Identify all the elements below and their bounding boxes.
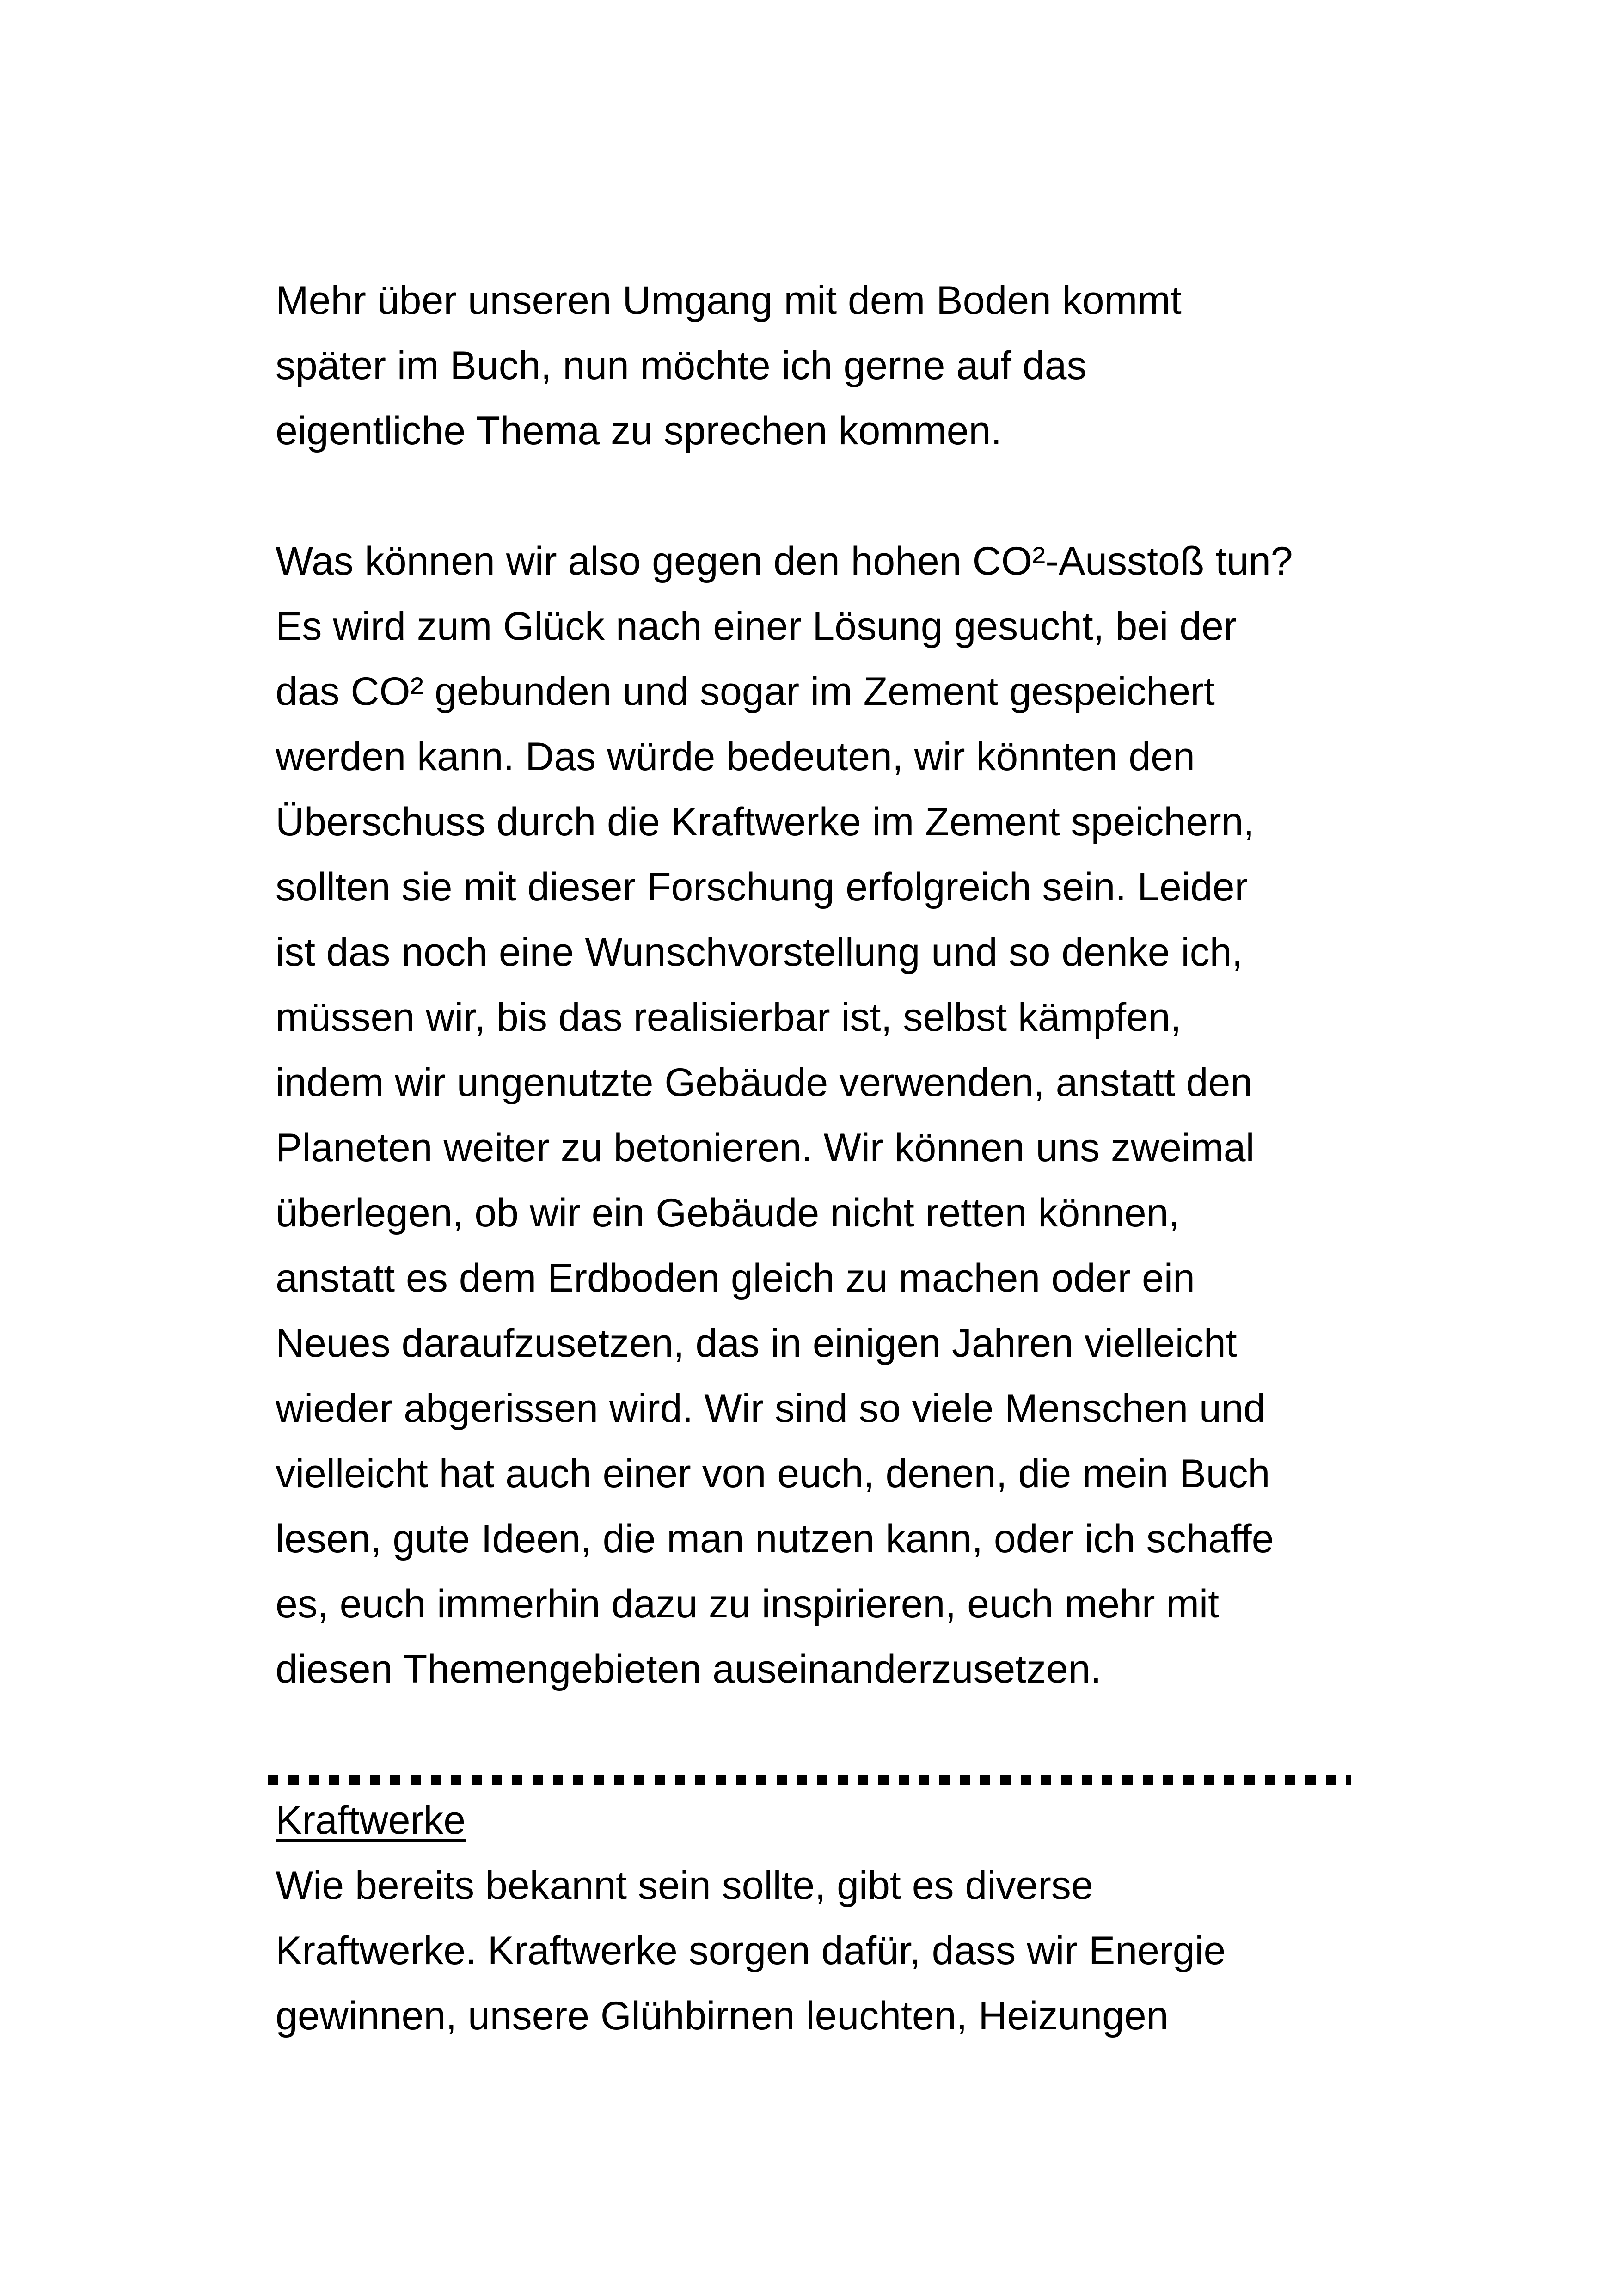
text-line: später im Buch, nun möchte ich gerne auf das <box>276 343 1087 388</box>
text-line: Kraftwerke. Kraftwerke sorgen dafür, dass wir Energie <box>276 1929 1226 1973</box>
text-line: lesen, gute Ideen, die man nutzen kann, oder ich schaffe <box>276 1517 1274 1561</box>
paragraph-2 <box>276 529 1367 1702</box>
text-line: anstatt es dem Erdboden gleich zu machen oder ein <box>276 1256 1195 1300</box>
text-line: werden kann. Das würde bedeuten, wir könnten den <box>276 735 1195 779</box>
text-line: Planeten weiter zu betonieren. Wir können uns zweimal <box>276 1126 1255 1170</box>
text-line: Überschuss durch die Kraftwerke im Zement speichern, <box>276 800 1255 844</box>
dotted-separator <box>268 1775 1351 1785</box>
text-line: wieder abgerissen wird. Wir sind so viele Menschen und <box>276 1386 1266 1431</box>
text-line: Mehr über unseren Umgang mit dem Boden kommt <box>276 278 1182 323</box>
paragraph-gap <box>276 464 1367 529</box>
text-line: indem wir ungenutzte Gebäude verwenden, anstatt den <box>276 1060 1253 1105</box>
text-line: Neues daraufzusetzen, das in einigen Jahren vielleicht <box>276 1321 1237 1365</box>
text-line: müssen wir, bis das realisierbar ist, selbst kämpfen, <box>276 995 1182 1040</box>
text-line: vielleicht hat auch einer von euch, denen, die mein Buch <box>276 1451 1270 1496</box>
paragraph-3 <box>276 1853 1367 2049</box>
text-line: überlegen, ob wir ein Gebäude nicht retten können, <box>276 1191 1180 1235</box>
section-heading: Kraftwerke <box>276 1798 466 1843</box>
text-line: das CO² gebunden und sogar im Zement gespeichert <box>276 669 1215 714</box>
text-line: sollten sie mit dieser Forschung erfolgreich sein. Leider <box>276 865 1248 909</box>
text-line: Es wird zum Glück nach einer Lösung gesucht, bei der <box>276 604 1237 649</box>
text-line: eigentliche Thema zu sprechen kommen. <box>276 409 1002 453</box>
text-line: ist das noch eine Wunschvorstellung und so denke ich, <box>276 930 1243 974</box>
text-line: Wie bereits bekannt sein sollte, gibt es diverse <box>276 1863 1093 1908</box>
body-text-lower <box>276 1853 1367 2049</box>
text-line: gewinnen, unsere Glühbirnen leuchten, Heizungen <box>276 1994 1169 2038</box>
text-line: Was können wir also gegen den hohen CO²-Ausstoß tun? <box>276 539 1293 583</box>
paragraph-1 <box>276 268 1367 464</box>
text-line: diesen Themengebieten auseinanderzusetzen. <box>276 1647 1102 1691</box>
text-line: es, euch immerhin dazu zu inspirieren, euch mehr mit <box>276 1582 1219 1626</box>
body-text-upper <box>276 268 1367 1702</box>
